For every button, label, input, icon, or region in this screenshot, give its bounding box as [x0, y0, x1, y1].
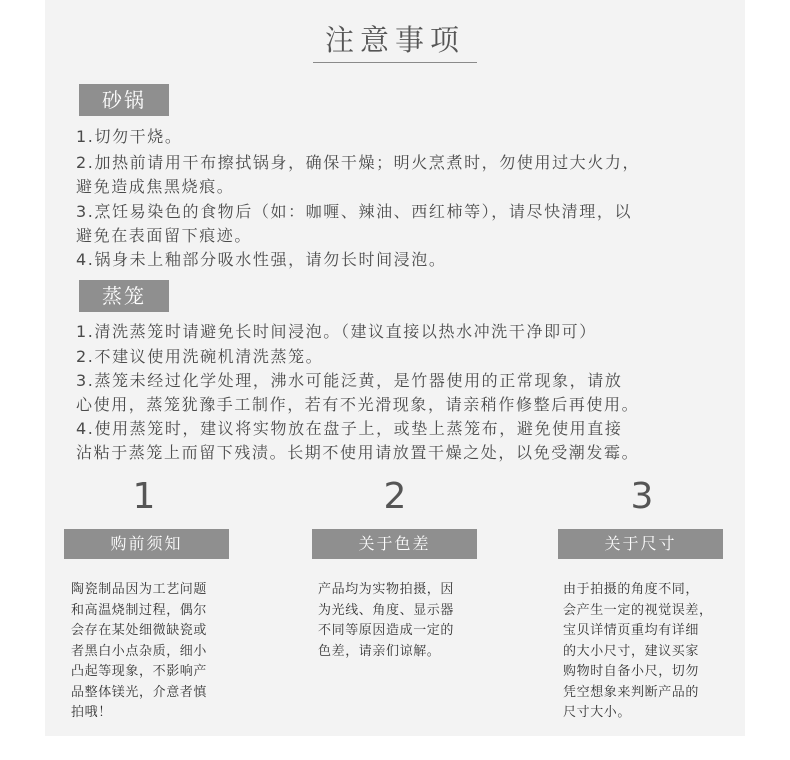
- card-number-2: 2: [383, 476, 407, 517]
- card-tag-size: 关于尺寸: [558, 529, 723, 559]
- casserole-line: 3.烹饪易染色的食物后（如：咖喱、辣油、西红柿等），请尽快清理，以: [76, 202, 633, 221]
- card-line: 会存在某处细微缺瓷或: [71, 623, 208, 638]
- card-body-size: [563, 580, 713, 724]
- section-tag-casserole: 砂锅: [79, 84, 169, 116]
- casserole-line: 避免在表面留下痕迹。: [76, 226, 253, 245]
- steamer-line: 心使用，蒸笼犹豫手工制作，若有不光滑现象，请亲稍作修整后再使用。: [76, 395, 640, 414]
- steamer-line: 3.蒸笼未经过化学处理，沸水可能泛黄，是竹器使用的正常现象，请放: [76, 371, 623, 390]
- card-line: 陶瓷制品因为工艺问题: [71, 582, 208, 597]
- casserole-line: 1.切勿干烧。: [76, 127, 183, 146]
- page-title: 注意事项: [324, 23, 465, 57]
- card-line: 会产生一定的视觉误差，: [563, 602, 713, 618]
- card-line: 购物时自备小尺，切勿: [563, 664, 700, 679]
- card-line: 色差，请亲们谅解。: [318, 643, 441, 659]
- card-line: 者黑白小点杂质，细小: [71, 643, 208, 659]
- card-number-3: 3: [630, 476, 654, 517]
- card-number-1: 1: [132, 476, 156, 517]
- casserole-line: 避免造成焦黑烧痕。: [76, 177, 235, 196]
- card-line: 宝贝详情页重均有详细: [563, 623, 700, 638]
- card-line: 和高温烧制过程，偶尔: [71, 602, 208, 618]
- card-line: 品整体镁光，介意者慎: [71, 684, 208, 700]
- casserole-line: 2.加热前请用干布擦拭锅身，确保干燥；明火烹煮时，勿使用过大火力，: [76, 153, 641, 172]
- steamer-line: 1.清洗蒸笼时请避免长时间浸泡。（建议直接以热水冲洗干净即可）: [76, 322, 597, 341]
- card-line: 凭空想象来判断产品的: [563, 684, 700, 700]
- card-tag-before-purchase: 购前须知: [64, 529, 229, 559]
- card-line: 产品均为实物拍摄，因: [318, 582, 455, 597]
- card-line: 的大小尺寸，建议买家: [563, 643, 700, 659]
- section-tag-steamer: 蒸笼: [79, 280, 169, 312]
- casserole-line: 4.锅身未上釉部分吸水性强，请勿长时间浸泡。: [76, 250, 447, 269]
- card-tag-color-difference: 关于色差: [312, 529, 477, 559]
- card-body-color-difference: [318, 580, 454, 662]
- card-line: 拍哦！: [71, 705, 112, 720]
- card-line: 为光线、角度、显示器: [318, 602, 455, 618]
- card-line: 不同等原因造成一定的: [318, 623, 455, 638]
- title-underline: [313, 62, 477, 63]
- card-line: 由于拍摄的角度不同，: [563, 582, 700, 597]
- steamer-line: 4.使用蒸笼时，建议将实物放在盘子上，或垫上蒸笼布，避免使用直接: [76, 419, 623, 438]
- card-body-before-purchase: [71, 580, 207, 724]
- steamer-line: 沾粘于蒸笼上而留下残渍。长期不使用请放置干燥之处，以免受潮发霉。: [76, 443, 640, 462]
- card-line: 尺寸大小。: [563, 705, 632, 720]
- card-line: 凸起等现象，不影响产: [71, 664, 208, 679]
- steamer-line: 2.不建议使用洗碗机清洗蒸笼。: [76, 347, 324, 366]
